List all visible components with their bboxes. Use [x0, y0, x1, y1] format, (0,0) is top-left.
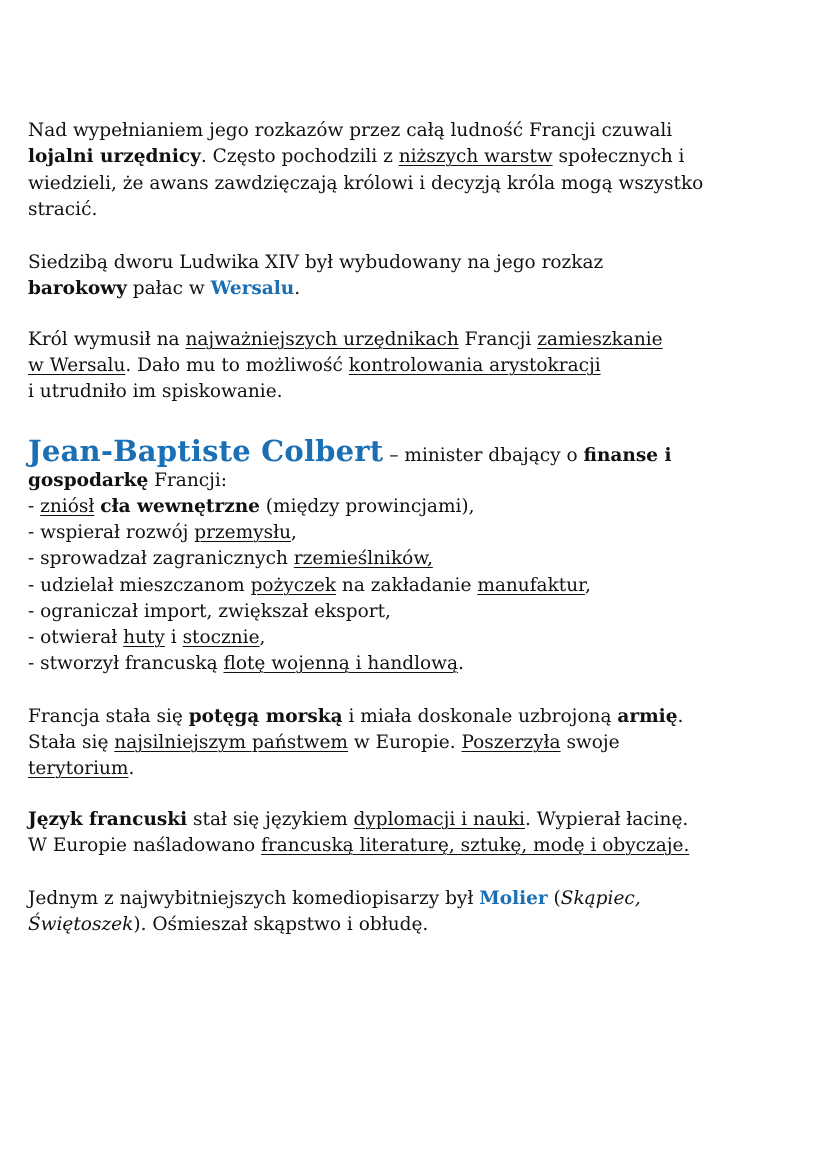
text-line	[28, 704, 683, 730]
text-line	[28, 756, 134, 782]
text-segment: (	[547, 888, 561, 909]
text-line	[28, 807, 688, 833]
text-segment: .	[294, 278, 301, 299]
text-segment: wiedzieli, że awans zawdzięczają królowi i decyzją króla mogą wszystko	[28, 173, 704, 194]
text-segment: Francji:	[148, 470, 227, 491]
underlined-phrase: huty	[123, 627, 165, 648]
text-line	[28, 573, 591, 599]
underlined-phrase: zamieszkanie	[537, 329, 663, 350]
underlined-phrase: niższych warstw	[398, 146, 553, 167]
text-segment: i utrudniło im spiskowanie.	[28, 381, 283, 402]
text-line	[28, 599, 391, 625]
text-line	[28, 250, 603, 276]
bold-term: Język francuski	[28, 809, 188, 830]
text-segment: pałac w	[126, 278, 211, 299]
text-segment: ,	[584, 575, 591, 596]
underlined-phrase: Poszerzyła	[461, 732, 561, 753]
text-line	[28, 651, 464, 677]
text-line	[28, 625, 265, 651]
text-segment: (między prowincjami),	[259, 496, 475, 517]
underlined-phrase: francuską literaturę, sztukę, modę i obyczaje.	[261, 835, 690, 856]
text-segment: w Europie.	[347, 732, 462, 753]
text-segment: Francja stała się	[28, 706, 189, 727]
text-segment: Jednym z najwybitniejszych komediopisarzy był	[28, 888, 480, 909]
underlined-phrase: kontrolowania arystokracji	[348, 355, 601, 376]
text-segment: . Wypierał łacinę.	[524, 809, 689, 830]
text-line	[28, 118, 672, 144]
bold-term: armię	[617, 706, 678, 727]
text-segment: - wspierał rozwój	[28, 522, 195, 543]
text-line	[28, 886, 641, 912]
text-line	[28, 276, 300, 302]
underlined-phrase: przemysłu	[194, 522, 292, 543]
text-segment: .	[677, 706, 684, 727]
underlined-phrase: najsilniejszym państwem	[114, 732, 348, 753]
underlined-phrase: manufaktur	[477, 575, 585, 596]
text-line	[28, 379, 283, 405]
text-segment: na zakładanie	[336, 575, 478, 596]
text-segment: i miała doskonale uzbrojoną	[342, 706, 618, 727]
underlined-phrase: najważniejszych urzędnikach	[185, 329, 459, 350]
text-segment: W Europie naśladowano	[28, 835, 262, 856]
text-line	[28, 520, 297, 546]
text-segment: .	[128, 758, 135, 779]
text-line	[28, 432, 672, 470]
text-line	[28, 197, 97, 223]
highlighted-term: Wersalu	[210, 278, 295, 299]
highlighted-term: Molier	[479, 888, 548, 909]
italic-title: Skąpiec,	[560, 888, 641, 909]
bold-term: finanse i	[583, 445, 672, 466]
text-segment: - ograniczał import, zwiększał eksport,	[28, 601, 391, 622]
text-line	[28, 144, 684, 170]
text-line	[28, 730, 620, 756]
text-segment: - otwierał	[28, 627, 124, 648]
underlined-phrase: dyplomacji i nauki	[353, 809, 525, 830]
text-segment: Król wymusił na	[28, 329, 186, 350]
text-line	[28, 468, 227, 494]
text-segment: – minister dbający o	[383, 445, 584, 466]
text-segment: stracić.	[28, 199, 98, 220]
text-segment: stał się językiem	[187, 809, 354, 830]
text-segment: ,	[291, 522, 297, 543]
underlined-phrase: stocznie	[182, 627, 260, 648]
underlined-phrase: flotę wojenną i handlową	[223, 653, 459, 674]
section-heading: Jean-Baptiste Colbert	[28, 434, 384, 468]
text-line	[28, 833, 689, 859]
text-line	[28, 353, 601, 379]
text-line	[28, 171, 703, 197]
text-segment: swoje	[560, 732, 620, 753]
text-line	[28, 546, 433, 572]
underlined-phrase: w Wersalu	[28, 355, 126, 376]
underlined-phrase: pożyczek	[250, 575, 337, 596]
text-segment: - sprowadzał zagranicznych	[28, 548, 294, 569]
text-line	[28, 494, 475, 520]
bold-term: gospodarkę	[28, 470, 149, 491]
italic-title: Świętoszek	[28, 914, 134, 935]
text-line	[28, 327, 663, 353]
text-segment: - stworzył francuską	[28, 653, 224, 674]
text-segment: i	[164, 627, 183, 648]
bold-term: barokowy	[28, 278, 127, 299]
text-segment: Nad wypełnianiem jego rozkazów przez całą ludność Francji czuwali	[28, 120, 673, 141]
text-segment: Siedzibą dworu Ludwika XIV był wybudowany na jego rozkaz	[28, 252, 604, 273]
text-segment: ). Ośmieszał skąpstwo i obłudę.	[133, 914, 429, 935]
text-segment: Francji	[458, 329, 538, 350]
underlined-phrase: zniósł	[40, 496, 95, 517]
text-segment: . Często pochodzili z	[200, 146, 399, 167]
text-segment: - udzielał mieszczanom	[28, 575, 251, 596]
text-segment: . Dało mu to możliwość	[125, 355, 349, 376]
text-line	[28, 912, 428, 938]
underlined-phrase: terytorium	[28, 758, 129, 779]
bold-term: potęgą morską	[188, 706, 343, 727]
text-segment: ,	[259, 627, 266, 648]
text-segment: .	[458, 653, 464, 674]
text-segment: -	[28, 496, 41, 517]
text-segment: Stała się	[28, 732, 115, 753]
bold-term: cła wewnętrzne	[100, 496, 260, 517]
underlined-phrase: rzemieślników,	[293, 548, 433, 569]
text-segment: społecznych i	[552, 146, 685, 167]
bold-term: lojalni urzędnicy	[28, 146, 201, 167]
